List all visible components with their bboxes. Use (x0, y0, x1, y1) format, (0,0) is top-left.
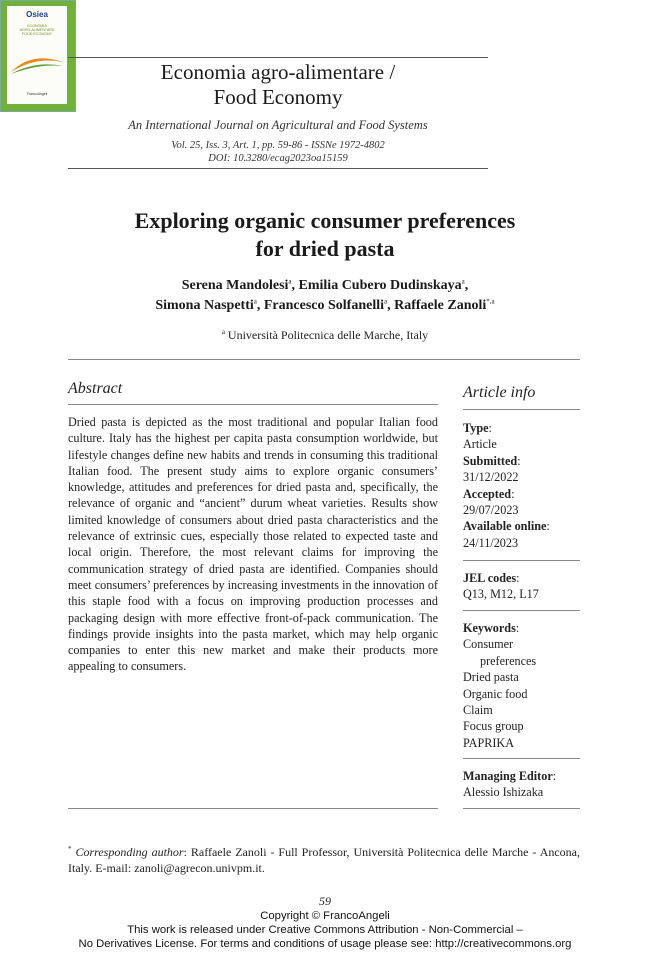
jel-row: JEL codes: (463, 571, 520, 585)
author-list (60, 276, 590, 316)
cover-title-line2: AGRO-ALIMENTARE (19, 28, 55, 33)
keyword-item: Claim (463, 703, 493, 718)
journal-name (68, 60, 488, 110)
keyword-item: preferences (480, 653, 537, 668)
footnote-text: : Raffaele Zanoli - Full Professor, Università Politecnica delle Marche - Ancona, Italy. E-mail: zanoli@agrecon.univpm.it. (68, 845, 581, 875)
corresponding-author-footnote (68, 844, 580, 876)
article-dates-block (463, 420, 583, 551)
footnote-marker: * (68, 845, 72, 853)
affiliation (60, 328, 590, 343)
accepted-value: 29/07/2023 (463, 503, 519, 518)
abstract-heading-rule (68, 404, 438, 405)
type-value: Article (463, 437, 497, 452)
cover-logo: Osiea (26, 10, 48, 19)
journal-volume-info (68, 139, 488, 165)
online-row: Available online: (463, 519, 550, 534)
author-name: Francesco Solfanelli (263, 298, 385, 313)
info-jel-rule (463, 610, 580, 611)
author-name: Emilia Cubero Dudinskaya (298, 278, 462, 293)
author-separator: , (291, 278, 299, 293)
keyword-item: Consumer (463, 637, 514, 652)
keyword-item: Organic food (463, 686, 528, 701)
info-keywords-rule (463, 758, 580, 759)
type-label: Type (463, 421, 489, 435)
info-bottom-rule (463, 808, 580, 809)
abstract-heading: Abstract (68, 380, 123, 397)
submitted-label: Submitted (463, 453, 518, 468)
author-affiliation-mark: a (461, 277, 465, 286)
editor-value: Alessio Ishizaka (463, 785, 544, 800)
author-name: Serena Mandolesi (181, 278, 289, 293)
cover-title-line3: FOOD ECONOMY (22, 32, 52, 37)
type-row: Type: (463, 421, 492, 435)
journal-volume: Vol. 25, Iss. 3, Art. 1, pp. 59-86 - ISSNe 1972-4802 (171, 140, 385, 151)
article-title-line1: Exploring organic consumer preferences (134, 208, 516, 233)
online-label: Available online (463, 519, 547, 534)
affiliation-mark: a (221, 328, 225, 336)
editor-row: Managing Editor: (463, 769, 557, 783)
page-number: 59 (319, 894, 331, 908)
article-info-heading: Article info (463, 384, 536, 401)
author-separator: , (256, 298, 264, 313)
license-line-1: This work is released under Creative Commons Attribution - Non-Commercial – (127, 924, 523, 936)
accepted-label: Accepted (463, 486, 512, 501)
author-separator: , (464, 278, 469, 293)
copyright-notice: Copyright © FrancoAngeli (260, 910, 390, 922)
keywords-block (463, 620, 583, 751)
keyword-item: Dried pasta (463, 670, 519, 685)
keywords-label: Keywords (463, 621, 516, 635)
abstract-bottom-rule (68, 808, 438, 809)
author-affiliation-mark: a (253, 297, 257, 306)
online-value: 24/11/2023 (463, 535, 519, 550)
cover-publisher: FrancoAngeli (26, 92, 48, 96)
journal-name-line2: Food Economy (213, 85, 343, 109)
keyword-item: PAPRIKA (463, 735, 515, 750)
affiliation-text: Università Politecnica delle Marche, Italy (227, 328, 429, 342)
article-title-line2: for dried pasta (255, 236, 395, 261)
accepted-row: Accepted: (463, 486, 515, 501)
author-name: Raffaele Zanoli (394, 298, 487, 313)
header-bottom-rule (68, 168, 488, 169)
abstract-text: Dried pasta is depicted as the most traditional and popular Italian food culture. Italy has the highest per capita pasta consumption worldwide, but lifestyle changes define new habits and trends in consuming this traditional Italian food. The present study aims to explore organic consumers’ knowledge, attitudes and preferences for dried pasta and, specifically, the relevance of organic and “ancient” durum wheat varieties. Results show limited knowledge of consumers about dried pasta characteristics and the relevance of extrinsic cues, especially those related to expected taste and local origin. Therefore, the most relevant claims for improving the communication strategy of dried pasta are identified. Companies should meet consumers’ preferences by increasing investments in the innovation of this staple food with a focus on improving production processes and packaging design with more effective front-of-pack communication. The findings provide insights into the pasta market, which may help organic companies to enter this new market and make their products more appealing to consumers. (68, 415, 438, 674)
author-name: Simona Naspetti (155, 298, 254, 313)
keywords-row: Keywords: (463, 621, 520, 635)
footnote-label: Corresponding author (75, 845, 184, 859)
author-affiliation-mark: a (384, 297, 388, 306)
cover-title-line1: ECONOMIA (27, 24, 47, 28)
editor-label: Managing Editor (463, 769, 553, 783)
author-affiliation-mark: *,a (486, 297, 495, 306)
title-divider (68, 359, 580, 360)
jel-label: JEL codes (463, 571, 517, 585)
author-separator: , (387, 298, 395, 313)
author-affiliation-mark: a (288, 277, 292, 286)
cover-swoosh-graphic (9, 46, 65, 76)
managing-editor-block (463, 768, 583, 801)
info-dates-rule (463, 560, 580, 561)
article-title (60, 207, 590, 263)
author-line2 (60, 296, 590, 316)
keyword-item: Focus group (463, 719, 524, 734)
jel-codes-block (463, 570, 583, 603)
journal-name-line1: Economia agro-alimentare / (160, 60, 396, 84)
cover-title (9, 24, 65, 37)
journal-cover-image (0, 0, 76, 112)
info-heading-rule (463, 409, 580, 410)
submitted-row: Submitted: (463, 453, 521, 468)
header-top-rule (68, 57, 488, 58)
author-line1 (60, 276, 590, 296)
journal-subtitle: An International Journal on Agricultural and Food Systems (128, 118, 428, 132)
journal-doi: DOI: 10.3280/ecag2023oa15159 (208, 153, 348, 164)
license-line-2: No Derivatives License. For terms and conditions of usage please see: http://creativecommons.org (78, 938, 572, 950)
submitted-value: 31/12/2022 (463, 470, 519, 485)
jel-value: Q13, M12, L17 (463, 587, 539, 602)
journal-cover-page (7, 6, 67, 104)
